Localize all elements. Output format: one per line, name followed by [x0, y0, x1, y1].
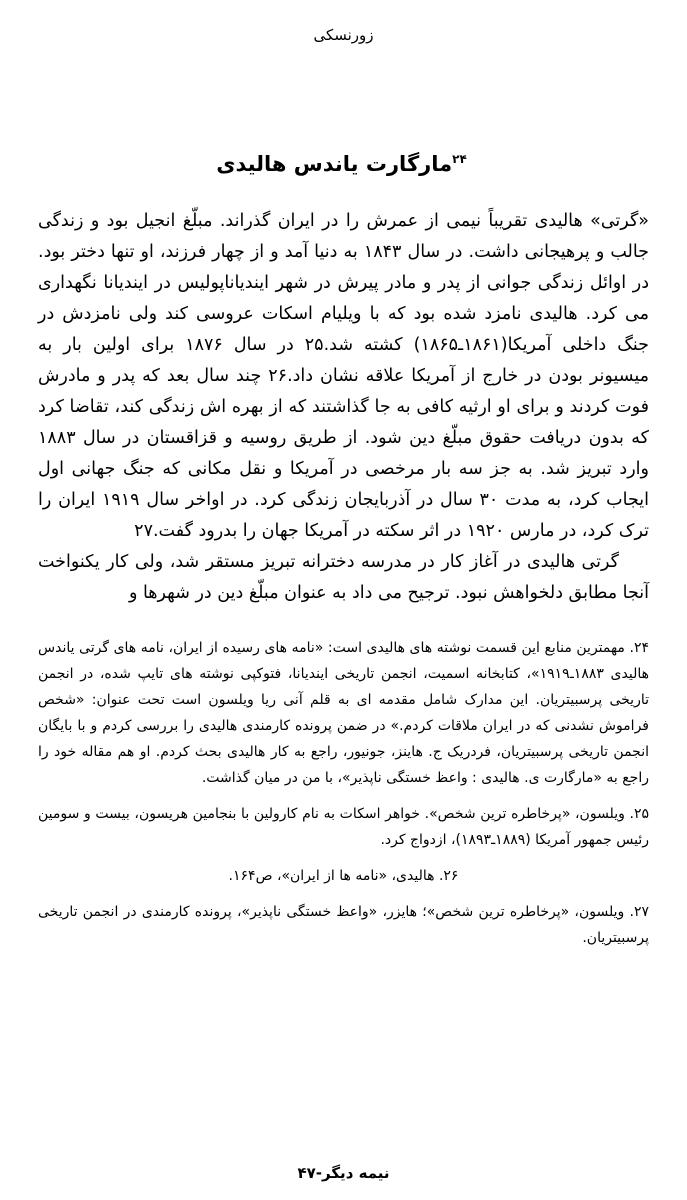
- body-text: [30, 206, 657, 609]
- footnote-25: ۲۵. ویلسون، «پرخاطره ترین شخص». خواهر اسکات به نام کارولین با بنجامین هریسون، بیست و سومین رئیس جمهور آمریکا (۱۸۸۹ـ۱۸۹۳)، ازدواج کرد.: [38, 806, 649, 848]
- paragraph-2: گرتی هالیدی در آغاز کار در مدرسه دخترانه تبریز مستقر شد، ولی کار یکنواخت آنجا مطابق دلخواهش نبود. ترجیح می داد به عنوان مبلّغ دین در شهرها و: [38, 552, 649, 603]
- page-folio: نیمه دیگر-۴۷: [297, 1164, 390, 1182]
- page-title: [30, 152, 657, 176]
- footnotes: [30, 635, 657, 951]
- title-footnote-marker: ۲۴: [452, 152, 467, 166]
- title-text: مارگارت یاندس هالیدی: [216, 152, 453, 176]
- running-head: زورنسکی: [313, 26, 374, 44]
- footnote-26: ۲۶. هالیدی، «نامه ها از ایران»، ص۱۶۴.: [228, 868, 459, 884]
- footnote-24: ۲۴. مهمترین منابع این قسمت نوشته های هالیدی است: «نامه های رسیده از ایران، نامه های گرتی یاندس هالیدی ۱۸۸۳ـ۱۹۱۹»، کتابخانه اسمیت، انجمن تاریخی ایندیانا، فتوکپی نوشته های تایپ شده، در انجمن تاریخی پرسبیتریان. این مدارک شامل مقدمه ای به قلم آنی ریا ویلسون است تحت عنوان: «شخص فراموش نشدنی که در ایران ملاقات کردم.» در ضمن پرونده کارمندی هالیدی را بررسی کردم و با بایگان انجمن تاریخی پرسبیتریان، فردریک ج. هاینز، جونیور، راجع به کار هالیدی بحث کردم. او هم مقاله خود را راجع به «مارگارت ی. هالیدی : واعظ خستگی ناپذیر»، با من در میان گذاشت.: [38, 640, 649, 786]
- paragraph-1: «گرتی» هالیدی تقریباً نیمی از عمرش را در ایران گذراند. مبلّغ انجیل بود و زندگی جالب و پرهیجانی داشت. در سال ۱۸۴۳ به دنیا آمد و از چهار فرزند، او تنها دختر بود. در اوائل زندگی جوانی از پدر و مادر پیرش در شهر ایندیاناپولیس در ایندیانا نگهداری می کرد. هالیدی نامزد شده بود که با ویلیام اسکات عروسی کند ولی نامزدش در جنگ داخلی آمریکا(۱۸۶۱ـ۱۸۶۵) کشته شد.۲۵ در سال ۱۸۷۶ برای اولین بار به میسیونر بودن در خارج از آمریکا علاقه نشان داد.۲۶ چند سال بعد که پدر و مادرش فوت کردند و برای او ارثیه کافی به جا گذاشتند که از بهره اش زندگی کند، تقاضا کرد که بدون دریافت حقوق مبلّغ دین شود. از طریق روسیه و قزاقستان در سال ۱۸۸۳ وارد تبریز شد. به جز سه بار مرخصی در آمریکا و نقل مکانی که جنگ جهانی اول ایجاب کرد، به مدت ۳۰ سال در آذربایجان زندگی کرد. در اواخر سال ۱۹۱۹ ایران را ترک کرد، در مارس ۱۹۲۰ در اثر سکته در آمریکا جهان را بدرود گفت.۲۷: [38, 211, 649, 541]
- footnote-27: ۲۷. ویلسون، «پرخاطره ترین شخص»؛ هایزر، «واعظ خستگی ناپذیر»، پرونده کارمندی در انجمن تاریخی پرسبیتریان.: [38, 904, 649, 946]
